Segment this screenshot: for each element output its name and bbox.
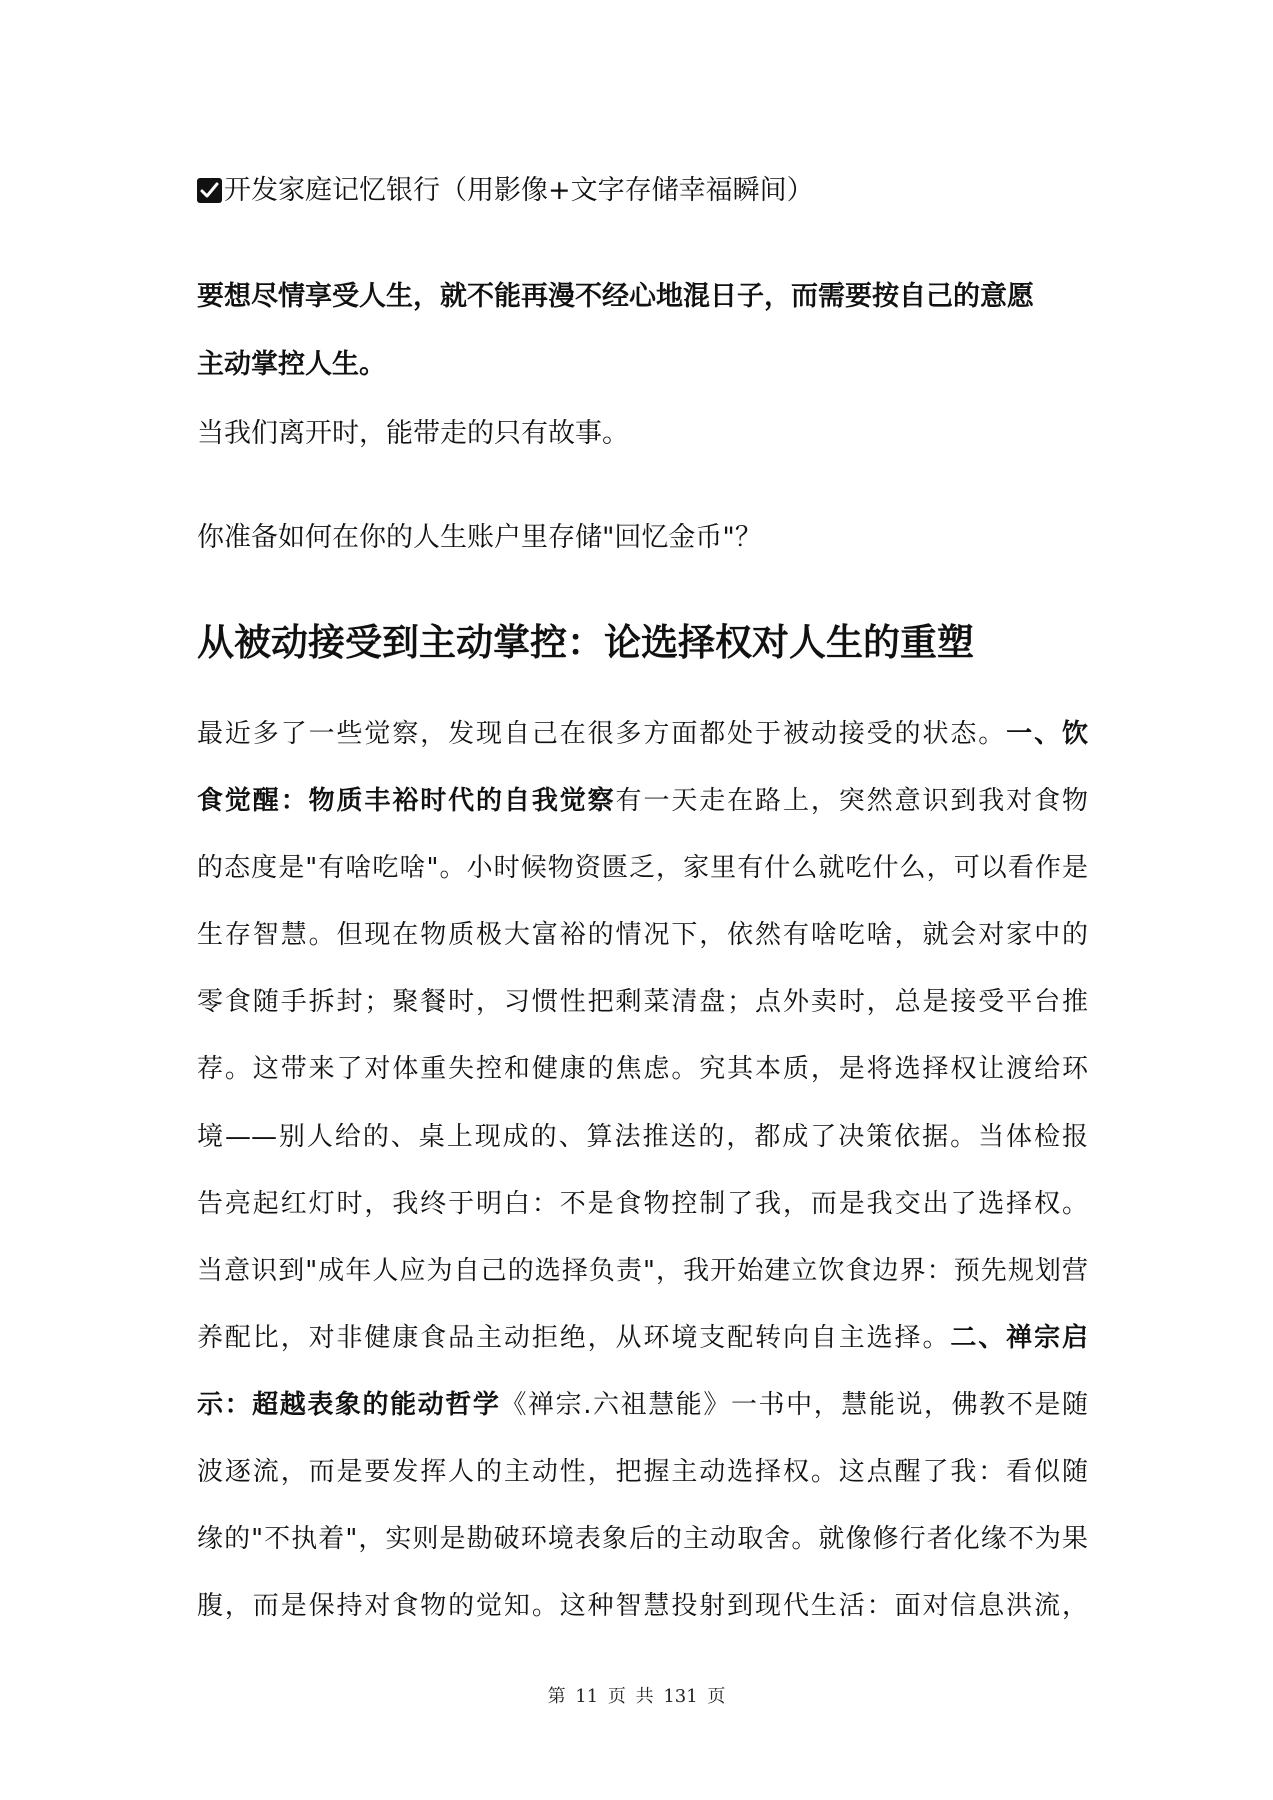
body-line bbox=[197, 1104, 1088, 1171]
body-text: 养配比，对非健康食品主动拒绝，从环境支配转向自主选择。 bbox=[197, 1322, 951, 1353]
intro-text: 当我们离开时，能带走的只有故事。 bbox=[197, 418, 629, 449]
body-text: 波逐流，而是要发挥人的主动性，把握主动选择权。这点醒了我：看似随 bbox=[197, 1457, 1088, 1488]
body-line bbox=[197, 1573, 1088, 1640]
body-bold-text: 二、禅宗启 bbox=[950, 1322, 1088, 1353]
body-text: 的态度是"有啥吃啥"。小时候物资匮乏，家里有什么就吃什么，可以看作是 bbox=[197, 853, 1088, 884]
body-line bbox=[197, 969, 1088, 1036]
checklist-item bbox=[197, 171, 814, 211]
body-text: 最近多了一些觉察，发现自己在很多方面都处于被动接受的状态。 bbox=[197, 719, 1007, 749]
body-text: 当意识到"成年人应为自己的选择负责"，我开始建立饮食边界：预先规划营 bbox=[197, 1255, 1088, 1286]
body-line bbox=[197, 1171, 1088, 1238]
bold-quote-line: 要想尽情享受人生，就不能再漫不经心地混日子，而需要按自己的意愿 bbox=[197, 281, 1034, 312]
body-bold-text: 食觉醒：物质丰裕时代的自我觉察 bbox=[197, 786, 616, 817]
body-text: 缘的"不执着"，实则是勘破环境表象后的主动取舍。就像修行者化缘不为果 bbox=[197, 1524, 1088, 1555]
body-line bbox=[197, 1439, 1088, 1506]
body-text: 腹，而是保持对食物的觉知。这种智慧投射到现代生活：面对信息洪流， bbox=[197, 1591, 1088, 1622]
checklist-item-text: 开发家庭记忆银行（用影像+文字存储幸福瞬间） bbox=[224, 175, 814, 206]
body-line bbox=[197, 1238, 1088, 1305]
page-footer: 第 11 页 共 131 页 bbox=[547, 1686, 726, 1707]
body-line bbox=[197, 1506, 1088, 1573]
body-bold-text: 示：超越表象的能动哲学 bbox=[197, 1389, 501, 1420]
section-heading: 从被动接受到主动掌控：论选择权对人生的重塑 bbox=[197, 621, 974, 664]
body-line bbox=[197, 1036, 1088, 1103]
bold-quote-line: 主动掌控人生。 bbox=[197, 349, 386, 380]
body-text: 荐。这带来了对体重失控和健康的焦虑。究其本质，是将选择权让渡给环 bbox=[197, 1054, 1088, 1085]
body-line bbox=[197, 701, 1088, 768]
bold-quote bbox=[197, 263, 1034, 399]
body-line bbox=[197, 1305, 1088, 1372]
body-line bbox=[197, 902, 1088, 969]
body-text: 有一天走在路上，突然意识到我对食物 bbox=[615, 786, 1088, 817]
body-text: 告亮起红灯时，我终于明白：不是食物控制了我，而是我交出了选择权。 bbox=[197, 1188, 1088, 1219]
intro-question: 你准备如何在你的人生账户里存储"回忆金币"？ bbox=[197, 522, 762, 553]
body-text: 境——别人给的、桌上现成的、算法推送的，都成了决策依据。当体检报 bbox=[197, 1121, 1088, 1152]
body-line bbox=[197, 1372, 1088, 1439]
body-text: 《禅宗.六祖慧能》一书中，慧能说，佛教不是随 bbox=[500, 1389, 1088, 1420]
body-bold-text: 一、饮 bbox=[1006, 719, 1088, 749]
checkbox-checked-icon bbox=[197, 178, 222, 203]
body-paragraph bbox=[197, 701, 1088, 1640]
body-line bbox=[197, 835, 1088, 902]
body-text: 零食随手拆封；聚餐时，习惯性把剩菜清盘；点外卖时，总是接受平台推 bbox=[197, 987, 1088, 1018]
body-text: 生存智慧。但现在物质极大富裕的情况下，依然有啥吃啥，就会对家中的 bbox=[197, 920, 1088, 951]
body-line bbox=[197, 768, 1088, 835]
